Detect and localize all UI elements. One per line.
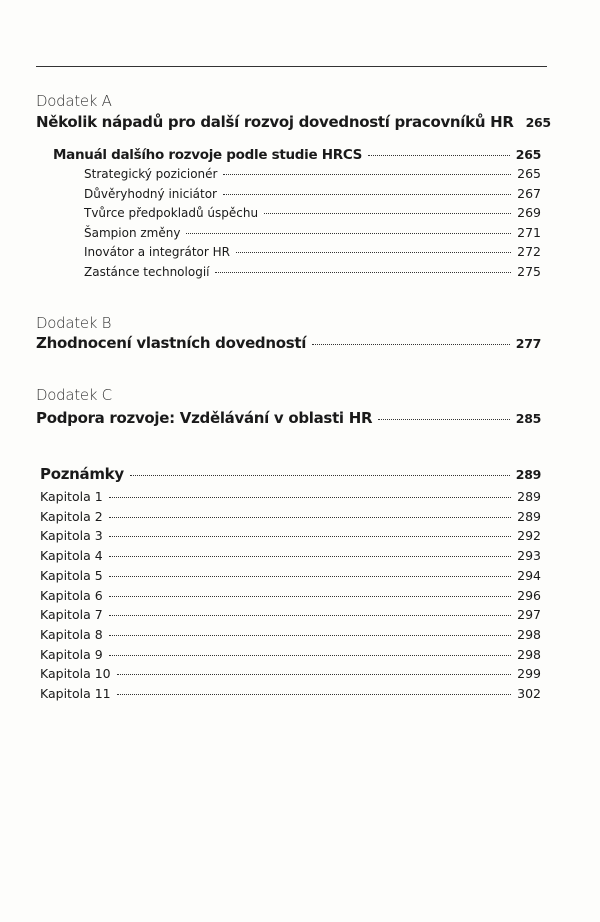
page-number: 289 bbox=[515, 467, 541, 482]
entry-title: Důvěryhodný iniciátor bbox=[84, 186, 217, 201]
page-number: 292 bbox=[517, 528, 541, 544]
toc-entry-chapter-notes[interactable] bbox=[40, 627, 541, 642]
entry-title: Kapitola 4 bbox=[40, 548, 103, 564]
page-number: 293 bbox=[517, 548, 541, 564]
leader-dots bbox=[109, 655, 511, 656]
page-number: 269 bbox=[517, 205, 541, 220]
entry-title: Kapitola 5 bbox=[40, 567, 103, 583]
toc-entry-chapter-notes[interactable] bbox=[40, 548, 541, 563]
page-number: 265 bbox=[515, 147, 541, 162]
leader-dots bbox=[215, 272, 511, 273]
toc-entry-chapter-notes[interactable] bbox=[40, 509, 541, 524]
toc-entry-subsection[interactable] bbox=[84, 186, 541, 201]
toc-entry-appendix[interactable] bbox=[36, 409, 541, 427]
page-number: 272 bbox=[517, 244, 541, 259]
leader-dots bbox=[264, 213, 511, 214]
toc-entry-chapter-notes[interactable] bbox=[40, 647, 541, 662]
toc-entry-subsection[interactable] bbox=[84, 166, 541, 181]
page-number: 275 bbox=[517, 263, 541, 279]
entry-title: Šampion změny bbox=[84, 225, 181, 240]
entry-title: Strategický pozicionér bbox=[84, 167, 218, 181]
leader-dots bbox=[368, 155, 510, 156]
entry-title: Kapitola 11 bbox=[40, 686, 111, 701]
toc-entry-chapter-notes[interactable] bbox=[40, 686, 541, 701]
leader-dots bbox=[130, 475, 510, 476]
leader-dots bbox=[223, 194, 511, 195]
toc-entry-subsection[interactable] bbox=[84, 244, 541, 259]
entry-title: Tvůrce předpokladů úspěchu bbox=[84, 206, 259, 220]
leader-dots bbox=[109, 497, 511, 498]
leader-dots bbox=[186, 233, 511, 234]
entry-title: Podpora rozvoje: Vzdělávání v oblasti HR bbox=[36, 409, 373, 427]
page-number: 298 bbox=[517, 626, 541, 642]
entry-title: Kapitola 8 bbox=[40, 626, 103, 642]
leader-dots bbox=[109, 517, 511, 518]
leader-dots bbox=[117, 694, 512, 695]
leader-dots bbox=[109, 536, 511, 537]
page-number: 285 bbox=[515, 411, 541, 426]
toc-entry-subsection[interactable] bbox=[84, 225, 541, 240]
entry-title: Zhodnocení vlastních dovedností bbox=[36, 334, 307, 352]
toc-entry-chapter-notes[interactable] bbox=[40, 588, 541, 603]
toc-entry-appendix[interactable] bbox=[36, 334, 541, 352]
page-number: 289 bbox=[517, 508, 541, 524]
toc-entry-section[interactable] bbox=[53, 147, 541, 163]
appendix-label: Dodatek C bbox=[36, 386, 112, 404]
page-number: 296 bbox=[517, 587, 541, 603]
entry-title: Kapitola 7 bbox=[40, 607, 103, 623]
toc-entry-chapter-notes[interactable] bbox=[40, 607, 541, 622]
toc-entry-chapter-notes[interactable] bbox=[40, 666, 541, 681]
leader-dots bbox=[109, 615, 511, 616]
entry-title: Kapitola 10 bbox=[40, 666, 111, 682]
leader-dots bbox=[109, 576, 511, 577]
page-number: 265 bbox=[517, 166, 541, 181]
appendix-label: Dodatek B bbox=[36, 314, 112, 332]
page-number: 265 bbox=[525, 115, 551, 130]
entry-title: Zastánce technologií bbox=[84, 264, 210, 279]
page-number: 294 bbox=[517, 567, 541, 583]
toc-entry-chapter-notes[interactable] bbox=[40, 528, 541, 543]
page-number: 302 bbox=[517, 686, 541, 701]
entry-title: Kapitola 1 bbox=[40, 489, 103, 504]
leader-dots bbox=[223, 174, 511, 175]
toc-entry-chapter-notes[interactable] bbox=[40, 568, 541, 583]
toc-entry-subsection[interactable] bbox=[84, 205, 541, 220]
page-number: 271 bbox=[517, 224, 541, 240]
entry-title: Kapitola 3 bbox=[40, 528, 103, 544]
leader-dots bbox=[117, 674, 512, 675]
page-number: 297 bbox=[517, 607, 541, 623]
leader-dots bbox=[312, 344, 510, 345]
leader-dots bbox=[109, 635, 511, 636]
toc-entry-subsection[interactable] bbox=[84, 264, 541, 279]
page-number: 277 bbox=[515, 336, 541, 351]
leader-dots bbox=[109, 596, 511, 597]
entry-title: Kapitola 6 bbox=[40, 587, 103, 603]
toc-entry-chapter-notes[interactable] bbox=[40, 489, 541, 504]
leader-dots bbox=[236, 252, 511, 253]
appendix-label: Dodatek A bbox=[36, 92, 112, 110]
page-number: 298 bbox=[517, 646, 541, 662]
leader-dots bbox=[378, 419, 510, 420]
leader-dots bbox=[109, 556, 511, 557]
entry-title: Poznámky bbox=[40, 465, 124, 483]
toc-entry-appendix[interactable] bbox=[36, 113, 551, 131]
entry-title: Kapitola 2 bbox=[40, 508, 103, 524]
entry-title: Kapitola 9 bbox=[40, 646, 103, 662]
entry-title: Několik nápadů pro další rozvoj dovedností pracovníků HR bbox=[36, 113, 514, 131]
page-number: 289 bbox=[517, 489, 541, 504]
entry-title: Manuál dalšího rozvoje podle studie HRCS bbox=[53, 147, 363, 163]
toc-entry-notes[interactable] bbox=[40, 465, 541, 483]
page-number: 299 bbox=[517, 666, 541, 682]
page-number: 267 bbox=[517, 185, 541, 201]
entry-title: Inovátor a integrátor HR bbox=[84, 245, 230, 259]
header-rule bbox=[36, 66, 547, 67]
